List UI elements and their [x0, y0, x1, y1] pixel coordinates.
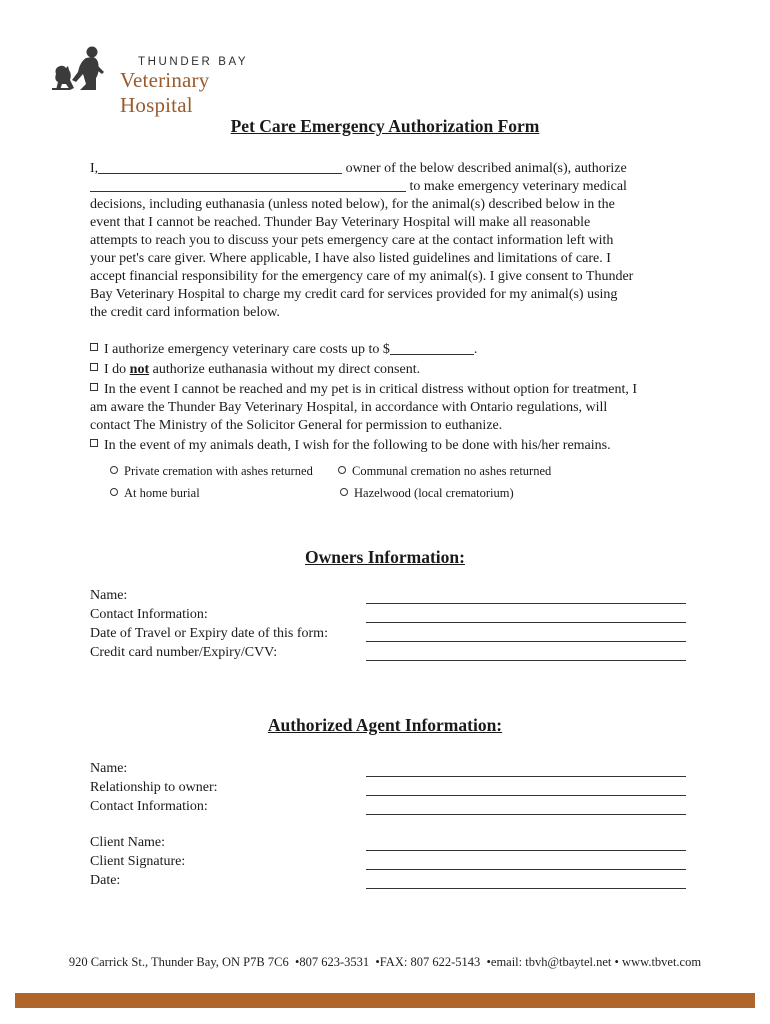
client-fields: [90, 833, 185, 890]
agent-name-blank[interactable]: [90, 179, 406, 192]
bullet-icon: •: [372, 955, 380, 969]
client-signature-label: Client Signature:: [90, 854, 186, 869]
remains-hazelwood[interactable]: Hazelwood (local crematorium): [340, 486, 514, 501]
remains-private-cremation[interactable]: Private cremation with ashes returned: [110, 464, 313, 479]
owner-name-blank[interactable]: [98, 161, 342, 174]
remains-communal-cremation[interactable]: Communal cremation no ashes returned: [338, 464, 551, 479]
radio-home-burial[interactable]: [110, 488, 118, 496]
option-authorize-costs: I authorize emergency veterinary care costs up to $ .: [90, 341, 690, 359]
owner-contact-field[interactable]: [366, 622, 686, 623]
radio-private-cremation[interactable]: [110, 466, 118, 474]
footer-fax: FAX: 807 622-5143: [379, 955, 481, 969]
intro-line-8: Bay Veterinary Hospital to charge my credit card for services provided for my animal(s) using: [90, 287, 618, 302]
intro-line-1: I, owner of the below described animal(s), authorize: [90, 161, 627, 176]
agent-contact-field[interactable]: [366, 814, 686, 815]
agent-name-label: Name:: [90, 761, 128, 776]
client-date-field[interactable]: [366, 888, 686, 889]
owner-travel-date-label: Date of Travel or Expiry date of this form:: [90, 626, 328, 641]
client-name-field[interactable]: [366, 850, 686, 851]
owners-info-title: Owners Information:: [305, 547, 465, 567]
footer-email: email: tbvh@tbaytel.net: [490, 955, 612, 969]
footer-phone: 807 623-3531: [299, 955, 370, 969]
checkbox-remains[interactable]: [90, 439, 98, 447]
intro-line-4: event that I cannot be reached. Thunder Bay Veterinary Hospital will make all reasonable: [90, 215, 591, 230]
footer-color-bar: [15, 993, 755, 1008]
person-and-dog-silhouette-icon: [50, 44, 122, 94]
owner-name-label: Name:: [90, 588, 128, 603]
checkbox-critical-distress[interactable]: [90, 383, 98, 391]
bullet-icon: •: [614, 955, 619, 969]
intro-line-5: attempts to reach you to discuss your pets emergency care at the contact information left with: [90, 233, 614, 248]
intro-line-2: to make emergency veterinary medical: [90, 178, 690, 196]
footer-website: www.tbvet.com: [622, 955, 702, 969]
logo: [50, 44, 270, 117]
agent-relationship-field[interactable]: [366, 795, 686, 796]
form-title: Pet Care Emergency Authorization Form: [230, 116, 540, 136]
agent-relationship-label: Relationship to owner:: [90, 780, 218, 795]
radio-hazelwood[interactable]: [340, 488, 348, 496]
footer-contact: [0, 955, 770, 970]
owner-name-field[interactable]: [366, 603, 686, 604]
client-name-label: Client Name:: [90, 835, 166, 850]
agent-info-title: Authorized Agent Information:: [267, 715, 503, 735]
checkbox-no-euthanasia[interactable]: [90, 363, 98, 371]
checkbox-authorize-costs[interactable]: [90, 343, 98, 351]
client-date-label: Date:: [90, 873, 121, 888]
logo-line-veterinary-hospital: Veterinary Hospital: [120, 68, 210, 117]
client-signature-field[interactable]: [366, 869, 686, 870]
owner-travel-date-field[interactable]: [366, 641, 686, 642]
owner-credit-card-field[interactable]: [366, 660, 686, 661]
intro-line-6: your pet's care giver. Where applicable, I have also listed guidelines and limitations of care. I: [90, 251, 611, 266]
intro-line-7: accept financial responsibility for the emergency care of my animal(s). I give consent to Thunder: [90, 269, 634, 284]
bullet-icon: •: [483, 955, 491, 969]
intro-line-9: the credit card information below.: [90, 305, 280, 320]
remains-home-burial[interactable]: At home burial: [110, 486, 200, 501]
intro-line-3: decisions, including euthanasia (unless noted below), for the animal(s) described below in the: [90, 197, 615, 212]
option-no-euthanasia: I do not authorize euthanasia without my direct consent.: [90, 361, 690, 379]
agent-contact-label: Contact Information:: [90, 799, 208, 814]
bullet-icon: •: [291, 955, 300, 969]
logo-line-thunder-bay: THUNDER BAY: [138, 56, 249, 68]
footer-address: 920 Carrick St., Thunder Bay, ON P7B 7C6: [68, 955, 289, 969]
cost-limit-blank[interactable]: [390, 342, 474, 355]
owners-fields: [90, 586, 328, 662]
intro-paragraph: [90, 160, 690, 322]
option-critical-distress: In the event I cannot be reached and my pet is in critical distress without option for treatment, I am aware the Thunder Bay Veterinary Hospital, in accordance with Ontario regulations, will contact The Ministry of the Solicitor General for permission to euthanize.: [90, 382, 637, 433]
radio-communal-cremation[interactable]: [338, 466, 346, 474]
owner-contact-label: Contact Information:: [90, 607, 208, 622]
agent-fields: [90, 759, 218, 816]
owner-credit-card-label: Credit card number/Expiry/CVV:: [90, 645, 278, 660]
options-section: [90, 341, 690, 455]
option-remains: In the event of my animals death, I wish for the following to be done with his/her remains.: [90, 437, 690, 455]
agent-name-field[interactable]: [366, 776, 686, 777]
